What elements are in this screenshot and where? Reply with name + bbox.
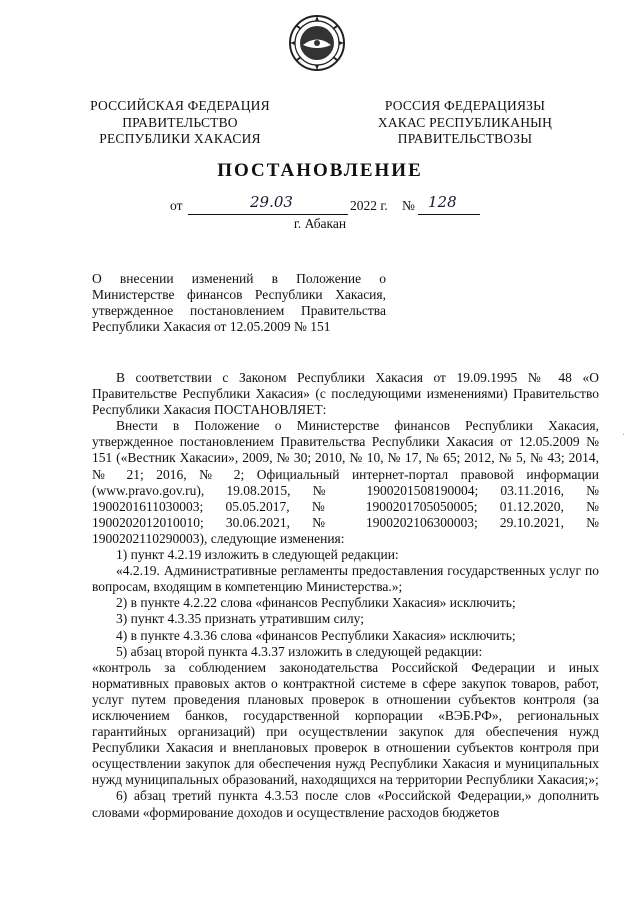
subject-block xyxy=(92,271,386,335)
body-paragraph: 2) в пункте 4.2.22 слова «финансов Республики Хакасия» исключить; xyxy=(116,595,516,611)
header-right-block xyxy=(365,98,565,148)
body-text xyxy=(92,370,599,821)
body-paragraph: 3) пункт 4.3.35 признать утратившим силу; xyxy=(116,611,364,627)
body-paragraph: Внести в Положение о Министерстве финансов Республики Хакасия, утвержденное постановлением Правительства Республики Хакасия от 12.05.2009 № 151 («Вестник Хакасии», 2009, № 30; 2010, № 10, № 17, № 65; 2012, № 5, № 43; 2014, № 21; 2016, № 2; Официальный интернет-портал правовой информации (www.pravo.gov.ru), 19.08.2015, № 1900201508190004; 03.11.2016, № 1900201611030003; 05.05.2017, № 1900201705050005; 01.12.2020, № 1900202012010010; 30.06.2021, № 1900202106300003; 29.10.2021, № 1900202110290003), следующие изменения: xyxy=(92,418,599,546)
date-prefix: от xyxy=(170,198,183,213)
header-right-line: РОССИЯ ФЕДЕРАЦИЯЗЫ xyxy=(384,98,546,113)
document-title: ПОСТАНОВЛЕНИЕ xyxy=(217,160,423,181)
header-right-line: ХАКАС РЕСПУБЛИКАНЫҢ xyxy=(377,114,553,130)
body-paragraph: «контроль за соблюдением законодательства Российской Федерации и иных нормативных правовых актов о контрактной системе в сфере закупок товаров, работ, услуг путем проведения плановых проверок в отношении субъектов контроля (за исключением банков, государственной корпорации «ВЭБ.РФ», региональных гарантийных организаций) при осуществлении закупок для обеспечения нужд Республики Хакасия и внеплановых проверок в отношении субъектов контроля при осуществлении закупок для обеспечения нужд Республики Хакасия и муниципальных нужд муниципальных образований, находящихся на территории Республики Хакасия;»; xyxy=(92,659,599,788)
year-text: 2022 г. xyxy=(350,198,388,213)
margin-mark: · xyxy=(622,430,626,441)
city-name: г. Абакан xyxy=(293,216,347,231)
subject-text: О внесении изменений в Положение о Министерстве финансов Республики Хакасия, утвержденное постановлением Правительства Республики Хакасия от 12.05.2009 № 151 xyxy=(92,271,386,334)
header-right-line: ПРАВИТЕЛЬСТВОЗЫ xyxy=(397,131,533,146)
header-left-block xyxy=(80,98,280,148)
number-sign: № xyxy=(402,198,415,213)
header-left-line: ПРАВИТЕЛЬСТВО xyxy=(122,114,238,130)
date-handwritten: 29.03 xyxy=(250,193,293,211)
body-paragraph: 4) в пункте 4.3.36 слова «финансов Республики Хакасия» исключить; xyxy=(116,627,516,643)
coat-of-arms-emblem xyxy=(288,14,346,72)
body-paragraph: 6) абзац третий пункта 4.3.53 после слов «Российской Федерации,» дополнить словами «формирование доходов и осуществление расходов бюджетов xyxy=(92,788,599,820)
body-paragraph: В соответствии с Законом Республики Хакасия от 19.09.1995 № 48 «О Правительстве Республики Хакасия» (с последующими изменениями) Правительство Республики Хакасия ПОСТАНОВЛЯЕТ: xyxy=(92,370,599,418)
date-number-line xyxy=(170,193,490,216)
number-handwritten: 128 xyxy=(428,193,457,211)
header-left-line: РЕСПУБЛИКИ ХАКАСИЯ xyxy=(99,131,261,146)
header-left-line: РОССИЙСКАЯ ФЕДЕРАЦИЯ xyxy=(90,98,270,113)
body-paragraph: 1) пункт 4.2.19 изложить в следующей редакции: xyxy=(116,547,399,563)
body-paragraph: «4.2.19. Административные регламенты предоставления государственных услуг по вопросам, входящим в компетенцию Министерства.»; xyxy=(92,563,599,595)
body-paragraph: 5) абзац второй пункта 4.3.37 изложить в следующей редакции: xyxy=(116,643,483,659)
